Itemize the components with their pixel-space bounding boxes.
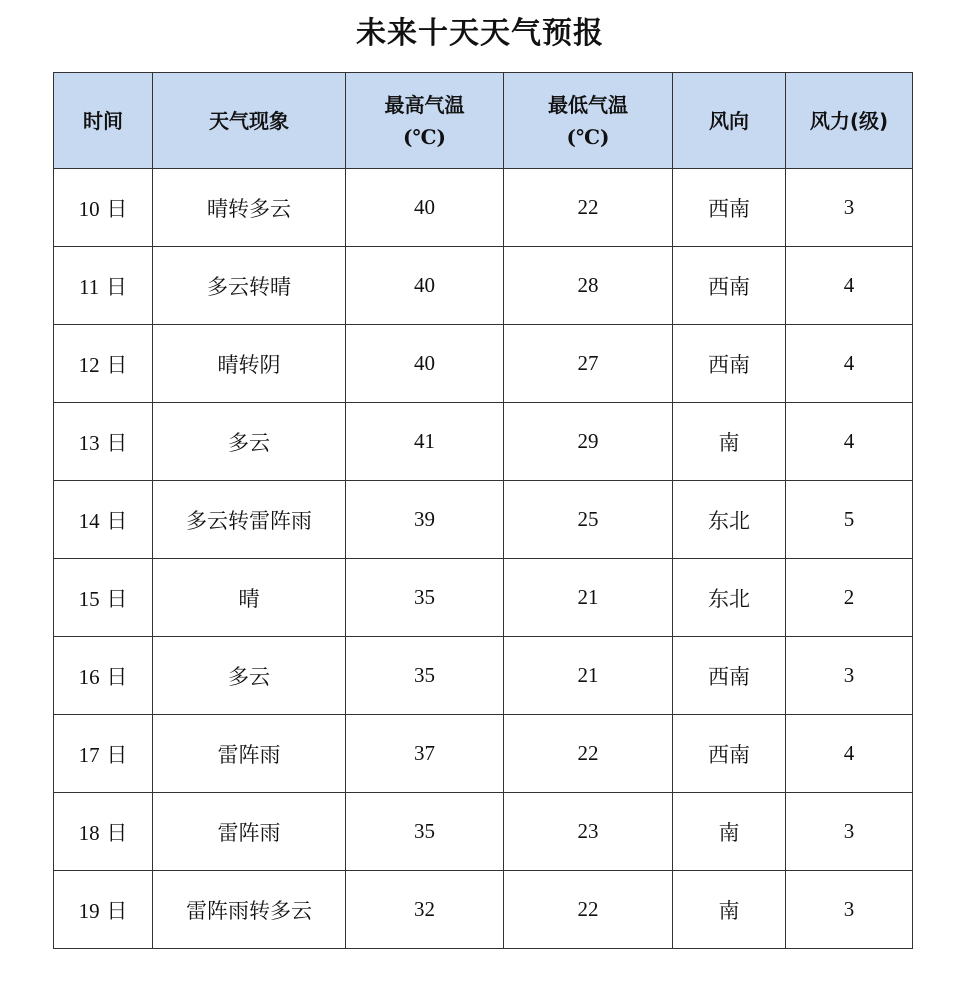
header-wind-direction xyxy=(673,73,786,169)
cell-low-temp xyxy=(504,403,673,481)
cell-wind-direction xyxy=(673,871,786,949)
low-temp-value: 21 xyxy=(577,585,599,609)
low-temp-value: 22 xyxy=(577,897,599,921)
date-number: 13 xyxy=(78,430,100,455)
cell-date xyxy=(54,871,153,949)
wind-level-value: 3 xyxy=(843,195,855,219)
header-wind-level xyxy=(786,73,913,169)
date-number: 12 xyxy=(78,352,100,377)
high-temp-value: 35 xyxy=(414,663,435,687)
wind-level-value: 4 xyxy=(843,273,855,297)
high-temp-value: 40 xyxy=(414,273,435,297)
cell-weather xyxy=(153,793,346,871)
cell-wind-direction xyxy=(673,559,786,637)
header-high-temp-unit: (℃) xyxy=(403,124,446,149)
cell-wind-direction xyxy=(673,793,786,871)
cell-high-temp xyxy=(346,169,504,247)
date-suffix: 日 xyxy=(99,508,128,533)
table-row xyxy=(54,871,913,949)
date-suffix: 日 xyxy=(99,430,128,455)
header-high-temp xyxy=(346,73,504,169)
date-suffix: 日 xyxy=(99,352,128,377)
high-temp-value: 39 xyxy=(414,507,435,531)
wind-direction-text: 东北 xyxy=(708,508,750,533)
weather-text: 多云转雷阵雨 xyxy=(186,508,312,533)
cell-high-temp xyxy=(346,637,504,715)
cell-low-temp xyxy=(504,793,673,871)
date-suffix: 日 xyxy=(99,664,128,689)
date-number: 16 xyxy=(78,664,100,689)
cell-wind-level xyxy=(786,559,913,637)
cell-wind-level xyxy=(786,793,913,871)
cell-wind-direction xyxy=(673,637,786,715)
wind-level-value: 3 xyxy=(843,819,855,843)
cell-date xyxy=(54,247,153,325)
wind-direction-text: 西南 xyxy=(708,352,750,377)
low-temp-value: 25 xyxy=(577,507,599,531)
table-row xyxy=(54,403,913,481)
high-temp-value: 40 xyxy=(414,351,435,375)
cell-low-temp xyxy=(504,325,673,403)
table-header-row xyxy=(54,73,913,169)
wind-level-value: 3 xyxy=(843,663,855,687)
table-body xyxy=(54,169,913,949)
table-row xyxy=(54,169,913,247)
wind-direction-text: 西南 xyxy=(708,196,750,221)
cell-date xyxy=(54,637,153,715)
weather-text: 晴 xyxy=(238,586,260,611)
cell-low-temp xyxy=(504,481,673,559)
cell-weather xyxy=(153,871,346,949)
cell-weather xyxy=(153,481,346,559)
header-wind-level-label: 风力(级) xyxy=(809,108,889,133)
high-temp-value: 40 xyxy=(414,195,435,219)
wind-direction-text: 西南 xyxy=(708,274,750,299)
date-number: 15 xyxy=(78,586,100,611)
date-number: 10 xyxy=(78,196,100,221)
cell-date xyxy=(54,403,153,481)
cell-wind-direction xyxy=(673,481,786,559)
cell-low-temp xyxy=(504,715,673,793)
header-low-temp-unit: (℃) xyxy=(566,124,610,149)
cell-wind-direction xyxy=(673,169,786,247)
cell-wind-level xyxy=(786,871,913,949)
cell-high-temp xyxy=(346,325,504,403)
cell-wind-level xyxy=(786,481,913,559)
wind-level-value: 2 xyxy=(843,585,855,609)
cell-weather xyxy=(153,559,346,637)
header-weather-label: 天气现象 xyxy=(209,108,289,133)
header-date xyxy=(54,73,153,169)
wind-direction-text: 南 xyxy=(718,820,740,845)
table-row xyxy=(54,637,913,715)
weather-text: 雷阵雨转多云 xyxy=(186,898,312,923)
low-temp-value: 23 xyxy=(577,819,599,843)
high-temp-value: 32 xyxy=(414,897,435,921)
header-low-temp xyxy=(504,73,673,169)
cell-high-temp xyxy=(346,793,504,871)
wind-direction-text: 东北 xyxy=(708,586,750,611)
cell-date xyxy=(54,169,153,247)
date-suffix: 日 xyxy=(99,820,128,845)
header-date-label: 时间 xyxy=(83,108,123,133)
high-temp-value: 35 xyxy=(414,585,435,609)
cell-high-temp xyxy=(346,481,504,559)
date-number: 18 xyxy=(78,820,100,845)
high-temp-value: 35 xyxy=(414,819,435,843)
low-temp-value: 27 xyxy=(577,351,599,375)
date-suffix: 日 xyxy=(99,898,128,923)
cell-weather xyxy=(153,715,346,793)
cell-wind-direction xyxy=(673,403,786,481)
low-temp-value: 28 xyxy=(577,273,599,297)
cell-date xyxy=(54,715,153,793)
cell-wind-level xyxy=(786,325,913,403)
wind-level-value: 4 xyxy=(843,351,855,375)
date-suffix: 日 xyxy=(99,742,128,767)
low-temp-value: 29 xyxy=(577,429,599,453)
table-row xyxy=(54,481,913,559)
low-temp-value: 22 xyxy=(577,741,599,765)
cell-high-temp xyxy=(346,715,504,793)
high-temp-value: 37 xyxy=(414,741,435,765)
cell-wind-direction xyxy=(673,715,786,793)
cell-weather xyxy=(153,325,346,403)
weather-text: 多云转晴 xyxy=(207,274,291,299)
header-high-temp-label: 最高气温 xyxy=(384,92,465,117)
cell-low-temp xyxy=(504,637,673,715)
wind-direction-text: 西南 xyxy=(708,664,750,689)
date-suffix: 日 xyxy=(99,196,128,221)
wind-direction-text: 南 xyxy=(718,430,740,455)
table-row xyxy=(54,325,913,403)
cell-wind-level xyxy=(786,403,913,481)
cell-low-temp xyxy=(504,247,673,325)
date-number: 17 xyxy=(78,742,100,767)
cell-weather xyxy=(153,247,346,325)
cell-date xyxy=(54,793,153,871)
wind-direction-text: 西南 xyxy=(708,742,750,767)
forecast-table xyxy=(53,72,913,949)
cell-wind-level xyxy=(786,169,913,247)
date-number: 19 xyxy=(78,898,100,923)
page-title: 未来十天天气预报 xyxy=(356,16,604,51)
weather-text: 晴转多云 xyxy=(207,196,291,221)
date-suffix: 日 xyxy=(99,586,128,611)
weather-text: 多云 xyxy=(228,664,270,689)
cell-high-temp xyxy=(346,403,504,481)
wind-level-value: 3 xyxy=(843,897,855,921)
cell-wind-level xyxy=(786,247,913,325)
header-wind-direction-label: 风向 xyxy=(709,108,749,133)
header-low-temp-label: 最低气温 xyxy=(548,92,628,117)
weather-text: 晴转阴 xyxy=(217,352,281,377)
cell-low-temp xyxy=(504,871,673,949)
weather-text: 雷阵雨 xyxy=(217,742,281,767)
cell-wind-direction xyxy=(673,247,786,325)
cell-high-temp xyxy=(346,559,504,637)
low-temp-value: 21 xyxy=(577,663,599,687)
cell-date xyxy=(54,481,153,559)
weather-text: 雷阵雨 xyxy=(217,820,281,845)
cell-weather xyxy=(153,637,346,715)
high-temp-value: 41 xyxy=(414,429,435,453)
cell-low-temp xyxy=(504,169,673,247)
table-row xyxy=(54,793,913,871)
wind-level-value: 5 xyxy=(843,507,855,531)
cell-date xyxy=(54,325,153,403)
cell-wind-level xyxy=(786,715,913,793)
wind-direction-text: 南 xyxy=(718,898,740,923)
header-weather xyxy=(153,73,346,169)
cell-high-temp xyxy=(346,247,504,325)
cell-weather xyxy=(153,169,346,247)
cell-low-temp xyxy=(504,559,673,637)
wind-level-value: 4 xyxy=(843,741,855,765)
table-row xyxy=(54,559,913,637)
cell-wind-level xyxy=(786,637,913,715)
date-suffix: 日 xyxy=(99,274,127,299)
date-number: 11 xyxy=(79,274,100,299)
weather-text: 多云 xyxy=(228,430,270,455)
table-row xyxy=(54,715,913,793)
cell-high-temp xyxy=(346,871,504,949)
cell-wind-direction xyxy=(673,325,786,403)
cell-date xyxy=(54,559,153,637)
date-number: 14 xyxy=(78,508,100,533)
cell-weather xyxy=(153,403,346,481)
low-temp-value: 22 xyxy=(577,195,599,219)
wind-level-value: 4 xyxy=(843,429,855,453)
table-row xyxy=(54,247,913,325)
